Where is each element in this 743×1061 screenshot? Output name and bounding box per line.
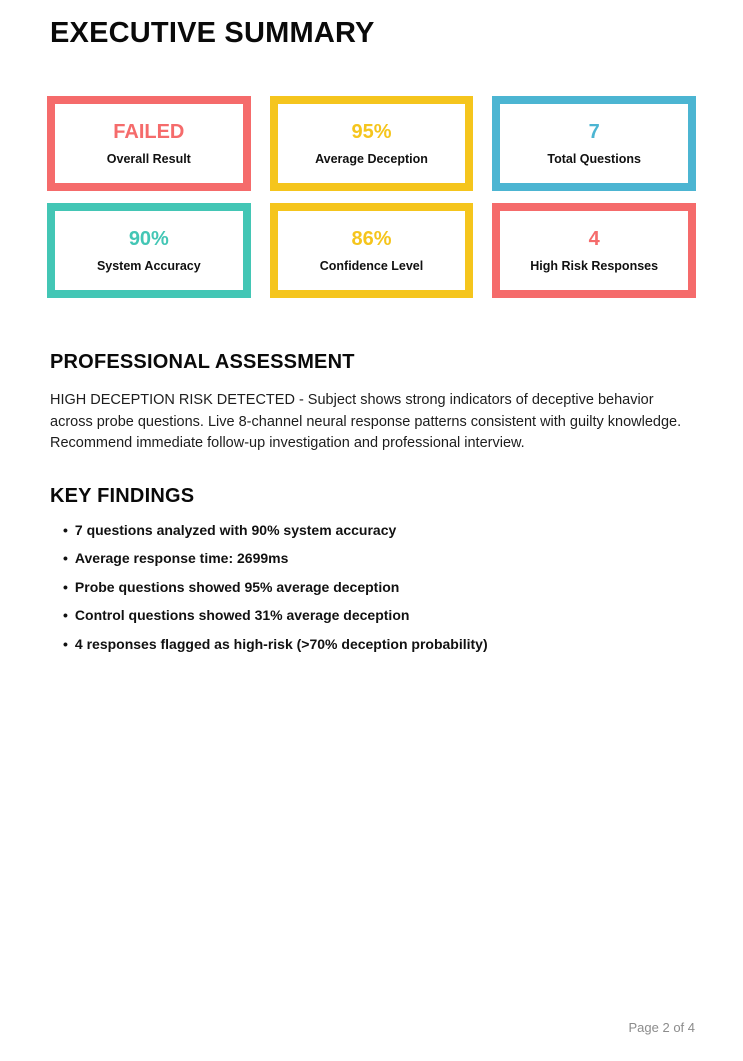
stat-card-average-deception [270,96,474,191]
list-item [63,608,693,622]
stat-label: Overall Result [106,152,191,166]
stat-card-total-questions [492,96,696,191]
stat-card-system-accuracy [47,203,251,298]
stat-card-overall-result [47,96,251,191]
bullet-icon: • [63,607,68,623]
stats-grid [47,96,696,298]
stat-label: System Accuracy [96,259,201,273]
stat-label: Confidence Level [319,259,424,273]
bullet-icon: • [63,578,68,595]
stat-value: 86% [351,228,392,250]
list-item [63,551,693,565]
finding-text: 7 questions analyzed with 90% system accuracy [74,521,397,538]
list-item [63,523,693,537]
bullet-icon: • [63,550,68,566]
key-findings-list [63,523,693,651]
stat-label: Average Deception [315,152,428,166]
page-number: Page 2 of 4 [628,1020,695,1035]
report-page [0,17,743,1061]
finding-text: Control questions showed 31% average deception [74,607,410,623]
finding-text: Probe questions showed 95% average deception [74,578,400,595]
bullet-icon: • [63,635,68,652]
key-findings-heading: KEY FINDINGS [50,484,195,507]
finding-text: Average response time: 2699ms [74,550,289,566]
list-item [63,637,693,651]
assessment-heading: PROFESSIONAL ASSESSMENT [50,351,355,373]
stat-label: High Risk Responses [530,259,659,273]
stat-card-confidence-level [270,203,474,298]
bullet-icon: • [63,521,68,538]
stat-value: 95% [351,121,392,143]
stat-label: Total Questions [547,152,641,166]
stat-value: 90% [128,228,169,250]
list-item [63,580,693,594]
assessment-body: HIGH DECEPTION RISK DETECTED - Subject shows strong indicators of deceptive behavior across probe questions. Live 8-channel neural response patterns consistent with guilty knowledge. Recommend immediate follow-up investigation and professional interview. [50,392,682,451]
stat-value: FAILED [113,121,185,143]
stat-card-high-risk-responses [492,203,696,298]
finding-text: 4 responses flagged as high-risk (>70% deception probability) [74,635,488,652]
page-title: EXECUTIVE SUMMARY [50,17,375,49]
stat-value: 4 [588,228,600,250]
stat-value: 7 [588,121,600,143]
